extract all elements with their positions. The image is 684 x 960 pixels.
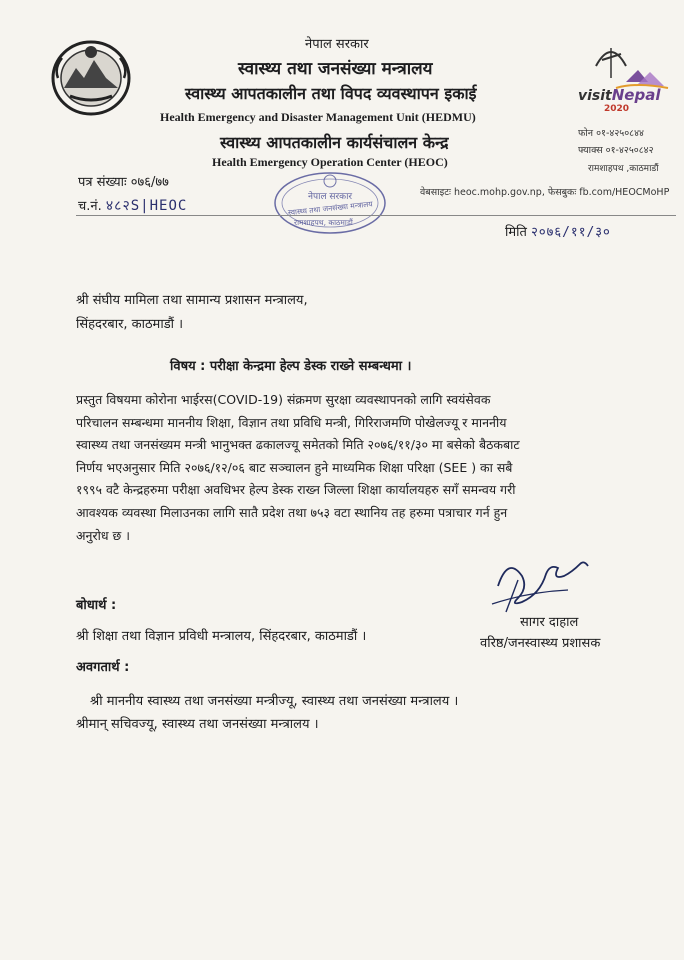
- dispatch-number-label: च.नं.: [78, 199, 102, 214]
- stamp-line-1: नेपाल सरकार: [308, 192, 353, 202]
- cc-recipient-1: श्री माननीय स्वास्थ्य तथा जनसंख्या मन्त्रीज्यू, स्वास्थ्य तथा जनसंख्या मन्त्रालय ।: [90, 694, 459, 709]
- signature-mark: [488, 546, 598, 616]
- body-line: प्रस्तुत विषयमा कोरोना भाईरस(COVID-19) संक्रमण सुरक्षा व्यवस्थापनको लागि स्वयंसेवक: [76, 392, 491, 407]
- signatory-name: सागर दाहाल: [520, 615, 579, 630]
- body-line: परिचालन सम्बन्धमा माननीय शिक्षा, विज्ञान तथा प्रविधि मन्त्री, गिरिराजमणि पोखेलज्यू र माननीय: [76, 414, 507, 430]
- cc-label: अवगतार्थ :: [76, 660, 130, 675]
- center-name-nepali: स्वास्थ्य आपतकालीन कार्यसंचालन केन्द्र: [220, 133, 449, 152]
- center-name-english: Health Emergency Operation Center (HEOC): [212, 155, 448, 169]
- stamp-line-2: स्वास्थ्य तथा जनसंख्या मन्त्रालय: [287, 199, 374, 218]
- letter-number: [78, 172, 169, 190]
- dispatch-number-value: ४८२S|HEOC: [105, 198, 188, 214]
- info-copy-label: बोधार्थ :: [76, 598, 117, 613]
- body-line: निर्णय भएअनुसार मिति २०७६/१२/०६ बाट सञ्चालन हुने माध्यमिक शिक्षा परिक्षा (SEE ) का सबै: [76, 459, 513, 475]
- body-line: आवश्यक व्यवस्था मिलाउनका लागि सातै प्रदेश तथा ७५३ वटा स्थानिय तह हरुमा पत्राचार गर्न हुन: [76, 504, 508, 520]
- recipient-line-2: सिंहदरबार, काठमाडौं ।: [76, 317, 184, 332]
- official-stamp: [268, 163, 398, 238]
- unit-name-nepali: स्वास्थ्य आपतकालीन तथा विपद व्यवस्थापन इकाई: [185, 84, 477, 103]
- website-line: वेबसाइटः heoc.mohp.gov.np, फेसबुकः fb.com/HEOCMoHP: [420, 187, 670, 198]
- phone-number: फोन ०१-४२५०८४४: [578, 128, 644, 139]
- stamp-line-3: रामशाहपथ, काठमाडौं: [294, 218, 353, 227]
- unit-name-english: Health Emergency and Disaster Management Unit (HEDMU): [160, 110, 476, 124]
- letter-number-label: पत्र संख्याः: [78, 175, 127, 190]
- date-value: २०७६/११/३०: [531, 225, 611, 240]
- date-label: मिति: [505, 225, 527, 240]
- visit-nepal-year: 2020: [604, 104, 630, 114]
- cc-recipient-2: श्रीमान् सचिवज्यू, स्वास्थ्य तथा जनसंख्या मन्त्रालय ।: [76, 717, 319, 732]
- body-line: स्वास्थ्य तथा जनसंख्यम मन्त्री भानुभक्त ढकालज्यू समेतको मिति २०७६/११/३० मा बसेको बैठकबाट: [76, 437, 520, 453]
- fax-number: फ्याक्स ०१-४२५०८४२: [578, 145, 654, 156]
- letter-body: [76, 389, 624, 547]
- letter-subject: विषय : परीक्षा केन्द्रमा हेल्प डेस्क राख्ने सम्बन्धमा ।: [170, 359, 412, 374]
- signatory-title: वरिष्ठ/जनस्वास्थ्य प्रशासक: [480, 636, 601, 651]
- body-line: १९९५ वटै केन्द्रहरुमा परीक्षा अवधिभर हेल्प डेस्क राख्न जिल्ला शिक्षा कार्यालयहरु सगँ समन्वय गरी: [76, 482, 516, 498]
- visit-nepal-wordmark: visitNepal: [578, 86, 661, 104]
- dispatch-number: [78, 196, 187, 215]
- recipient-line-1: श्री संघीय मामिला तथा सामान्य प्रशासन मन्त्रालय,: [76, 293, 308, 308]
- office-address: रामशाहपथ ,काठमाडौं: [588, 164, 659, 174]
- government-name: नेपाल सरकार: [305, 37, 369, 52]
- ministry-name: स्वास्थ्य तथा जनसंख्या मन्त्रालय: [238, 59, 433, 79]
- header-divider: [76, 215, 676, 216]
- nepal-government-emblem: [50, 38, 132, 116]
- body-line: अनुरोध छ ।: [76, 527, 130, 543]
- letter-number-value: ०७६/७७: [130, 175, 169, 190]
- letter-date: [505, 222, 611, 240]
- info-copy-recipient: श्री शिक्षा तथा विज्ञान प्रविधी मन्त्रालय, सिंहदरबार, काठमाडौं ।: [76, 629, 367, 644]
